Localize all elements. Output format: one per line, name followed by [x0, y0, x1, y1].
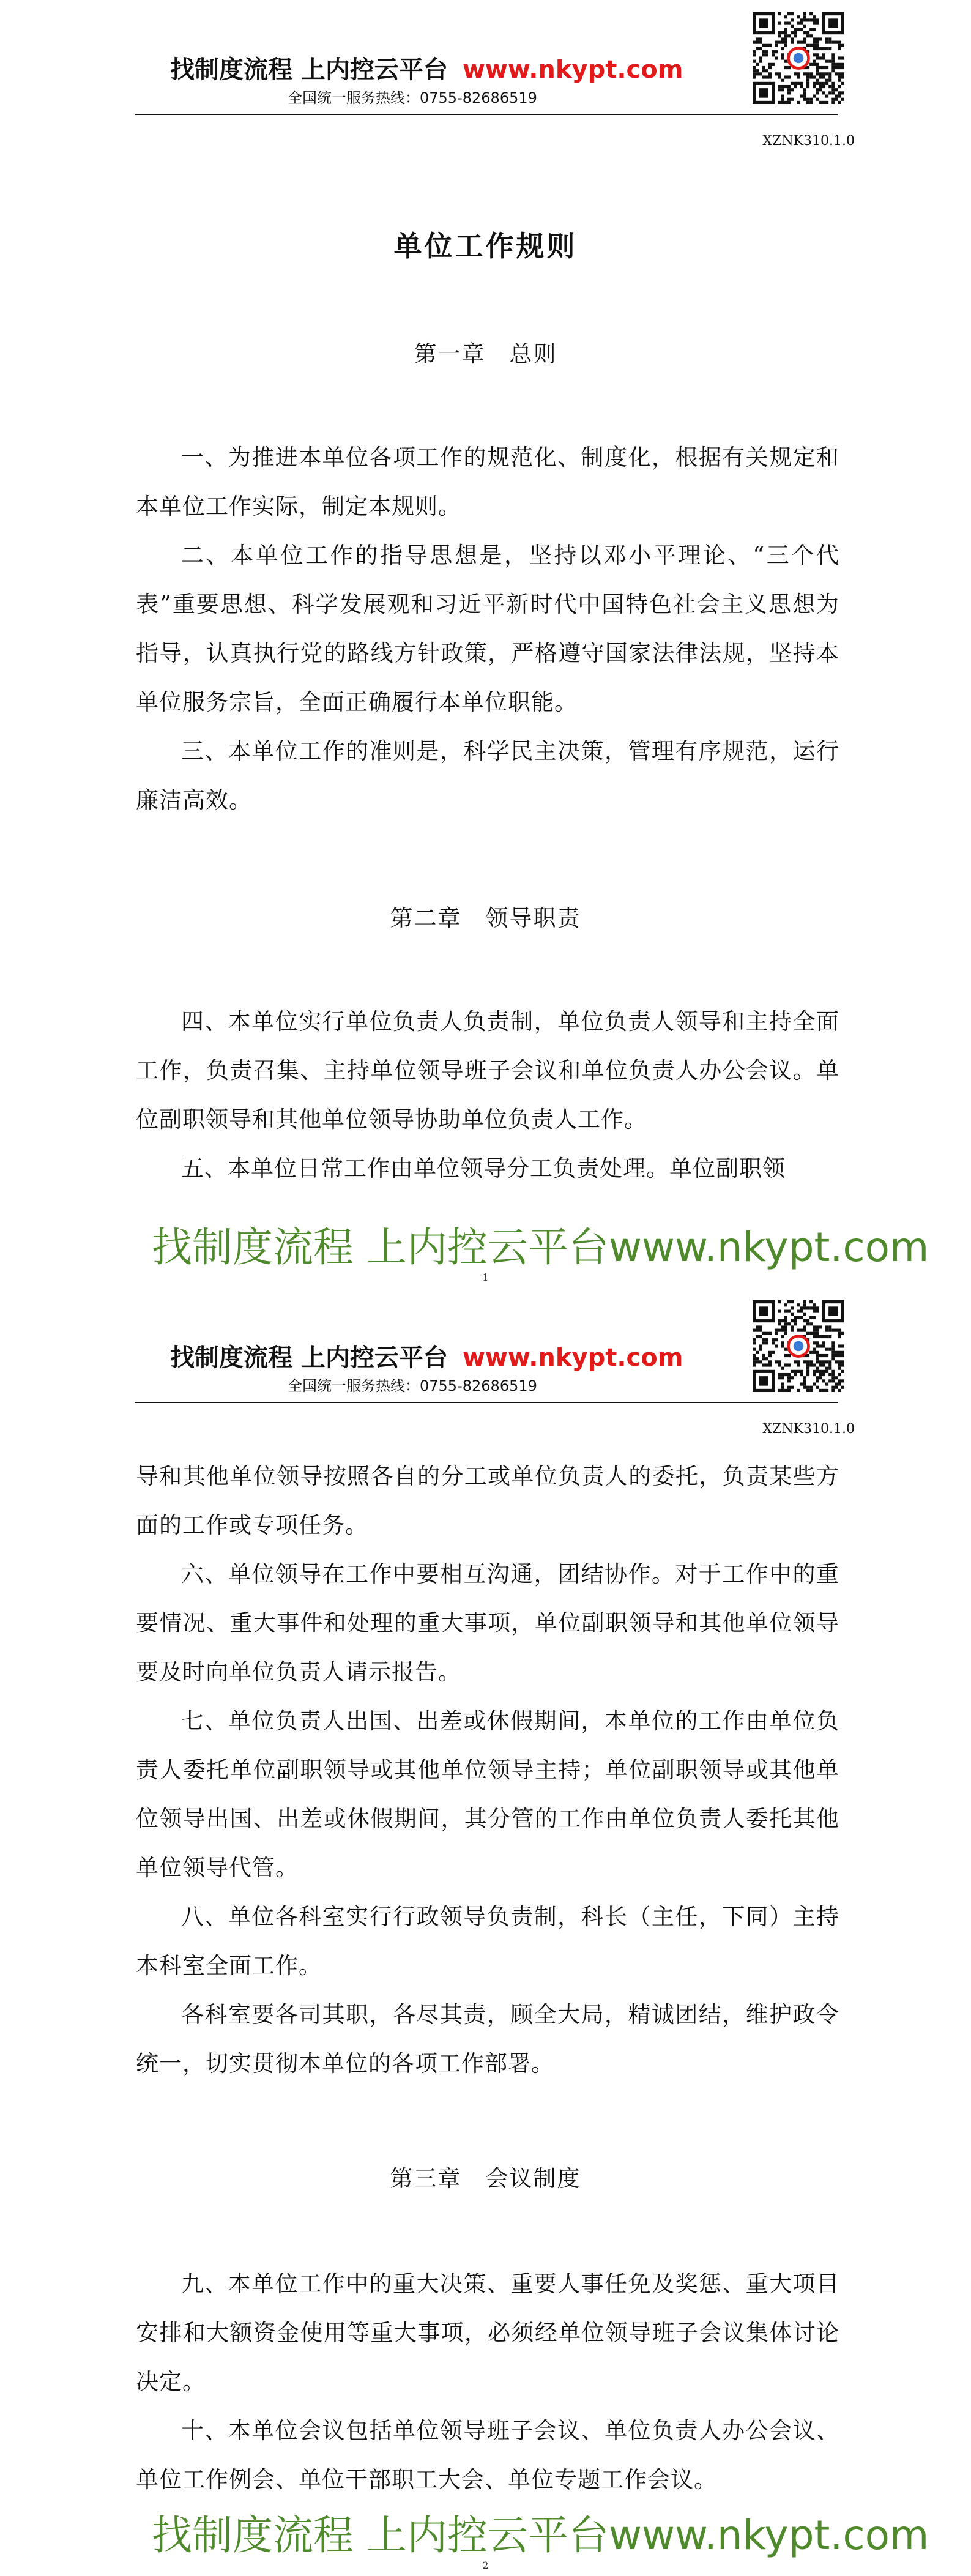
document-title: 单位工作规则	[393, 229, 578, 262]
header-divider	[135, 1402, 838, 1403]
footer-watermark: 找制度流程 上内控云平台www.nkypt.com	[152, 1224, 929, 1271]
header-hotline: 全国统一服务热线：0755-82686519	[288, 1377, 537, 1394]
paragraph-10: 十、本单位会议包括单位领导班子会议、单位负责人办公会议、单位工作例会、单位干部职工大会、单位专题工作会议。	[136, 2418, 839, 2493]
paragraph-7: 七、单位负责人出国、出差或休假期间，本单位的工作由单位负责人委托单位副职领导或其他单位领导主持；单位副职领导或其他单位领导出国、出差或休假期间，其分管的工作由单位负责人委托其他单位领导代管。	[136, 1708, 839, 1881]
chapter-heading-3: 第三章 会议制度	[390, 2165, 581, 2192]
footer-watermark: 找制度流程 上内控云平台www.nkypt.com	[152, 2512, 929, 2559]
header-divider	[135, 114, 838, 115]
paragraph-5-continued: 导和其他单位领导按照各自的分工或单位负责人的委托，负责某些方面的工作或专项任务。	[136, 1463, 839, 1538]
paragraph-5: 五、本单位日常工作由单位领导分工负责处理。单位副职领	[181, 1155, 786, 1182]
chapter-heading-1: 第一章 总则	[414, 341, 557, 367]
header-url-link[interactable]: www.nkypt.com	[462, 1344, 683, 1372]
header-brand-text: 找制度流程 上内控云平台	[170, 1344, 448, 1372]
paragraph-8: 八、单位各科室实行行政领导负责制，科长（主任，下同）主持本科室全面工作。	[136, 1904, 839, 1979]
qr-code-icon	[753, 1300, 844, 1392]
paragraph-3: 三、本单位工作的准则是，科学民主决策，管理有序规范，运行廉洁高效。	[136, 738, 839, 813]
document-page-2	[0, 1288, 971, 2576]
paragraph-6: 六、单位领导在工作中要相互沟通，团结协作。对于工作中的重要情况、重大事件和处理的重大事项，单位副职领导和其他单位领导要及时向单位负责人请示报告。	[136, 1561, 839, 1685]
header-url-link[interactable]: www.nkypt.com	[462, 56, 683, 84]
chapter-heading-2: 第二章 领导职责	[390, 905, 581, 931]
paragraph-9: 九、本单位工作中的重大决策、重要人事任免及奖惩、重大项目安排和大额资金使用等重大事项，必须经单位领导班子会议集体讨论决定。	[136, 2271, 839, 2395]
qr-code-icon	[753, 12, 844, 104]
paragraph-4: 四、本单位实行单位负责人负责制，单位负责人领导和主持全面工作，负责召集、主持单位领导班子会议和单位负责人办公会议。单位副职领导和其他单位领导协助单位负责人工作。	[136, 1008, 839, 1133]
page-number: 1	[482, 1271, 489, 1283]
document-code: XZNK310.1.0	[762, 133, 855, 149]
header-hotline: 全国统一服务热线：0755-82686519	[288, 89, 537, 106]
paragraph-1: 一、为推进本单位各项工作的规范化、制度化，根据有关规定和本单位工作实际，制定本规则。	[136, 444, 839, 519]
header-brand-text: 找制度流程 上内控云平台	[170, 56, 448, 84]
page-number: 2	[482, 2559, 489, 2571]
header-brand	[170, 1338, 683, 1373]
header-brand	[170, 50, 683, 85]
paragraph-8b: 各科室要各司其职，各尽其责，顾全大局，精诚团结，维护政令统一，切实贯彻本单位的各项工作部署。	[136, 2001, 839, 2077]
document-code: XZNK310.1.0	[762, 1421, 855, 1437]
paragraph-2: 二、本单位工作的指导思想是，坚持以邓小平理论、“三个代表”重要思想、科学发展观和习近平新时代中国特色社会主义思想为指导，认真执行党的路线方针政策，严格遵守国家法律法规，坚持本单位服务宗旨，全面正确履行本单位职能。	[136, 542, 839, 715]
